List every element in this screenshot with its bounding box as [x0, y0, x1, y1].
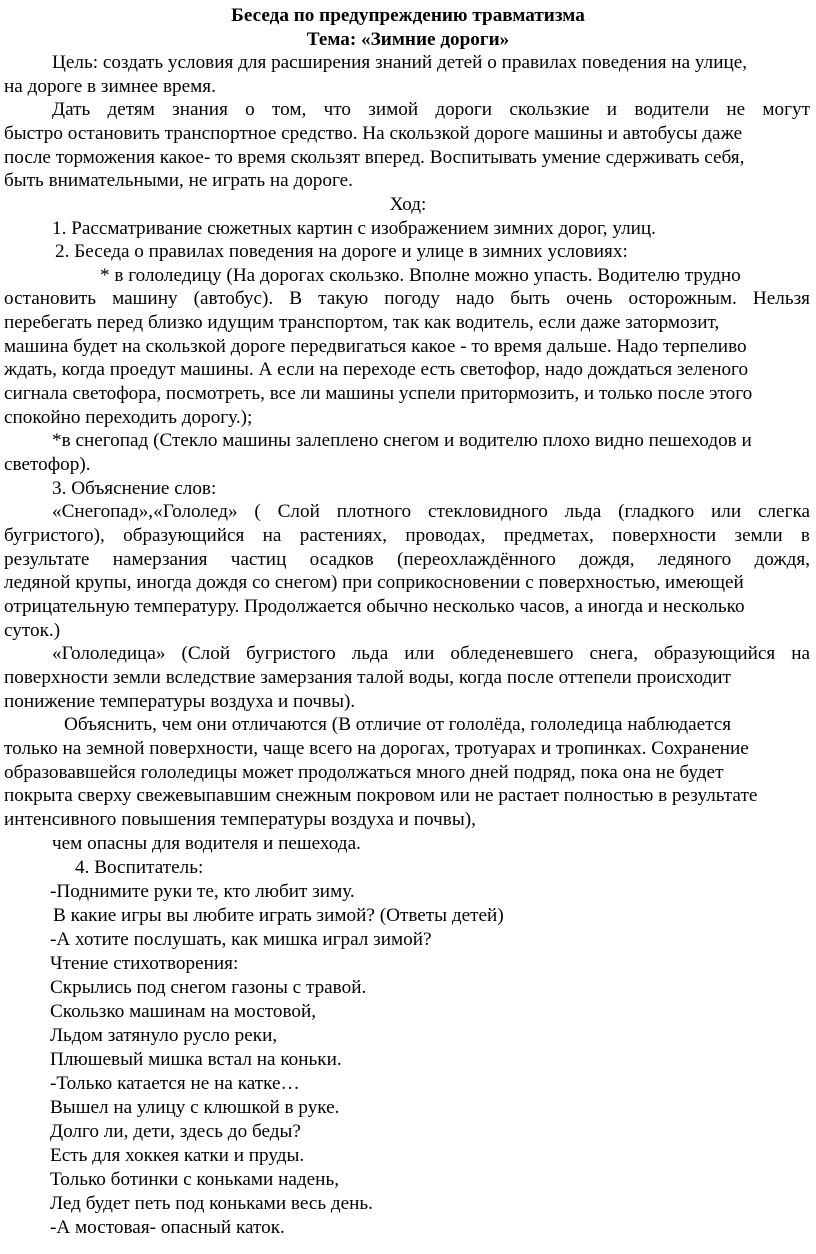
text-line: интенсивного повышения температуры воздуха и почвы),: [4, 809, 476, 830]
text-line: Дать детям знания о том, что зимой дороги скользкие и водители не могут: [52, 99, 810, 120]
text-line: сигнала светофора, посмотреть, все ли машины успели притормозить, и только после этого: [4, 383, 753, 404]
text-line: Чтение стихотворения:: [50, 953, 239, 974]
text-line: -Поднимите руки те, кто любит зиму.: [50, 881, 355, 902]
text-line: 3. Объяснение слов:: [52, 478, 217, 499]
text-line: образовавшейся гололедицы может продолжаться много дней подряд, пока она не будет: [4, 762, 724, 783]
poem-line: -А мостовая- опасный каток.: [50, 1217, 285, 1238]
text-line: светофор).: [4, 454, 91, 475]
text-line: быстро остановить транспортное средство. На скользкой дороге машины и автобусы даже: [4, 123, 743, 144]
text-line: быть внимательными, не играть на дороге.: [4, 170, 353, 191]
text-line: «Снегопад»,«Гололед» ( Слой плотного стекловидного льда (гладкого или слегка: [52, 501, 810, 522]
text-line: поверхности земли вследствие замерзания талой воды, когда после оттепели происходит: [4, 667, 731, 688]
poem-line: Плюшевый мишка встал на коньки.: [50, 1049, 342, 1070]
poem-line: -Только катается не на катке…: [50, 1073, 300, 1094]
text-line: *в снегопад (Стекло машины залеплено снегом и водителю плохо видно пешеходов и: [52, 430, 752, 451]
text-line: отрицательную температуру. Продолжается обычно несколько часов, а иногда и несколько: [4, 596, 745, 617]
text-line: перебегать перед близко идущим транспортом, так как водитель, если даже затормозит,: [4, 312, 720, 333]
text-line: 4. Воспитатель:: [75, 857, 204, 878]
text-line: 1. Рассматривание сюжетных картин с изображением зимних дорог, улиц.: [52, 218, 656, 239]
poem-line: Лед будет петь под коньками весь день.: [50, 1193, 373, 1214]
poem-line: Есть для хоккея катки и пруды.: [50, 1145, 305, 1166]
poem-line: Скользко машинам на мостовой,: [50, 1001, 317, 1022]
poem-line: Только ботинки с коньками надень,: [50, 1169, 339, 1190]
poem-line: Долго ли, дети, здесь до беды?: [50, 1121, 301, 1142]
text-line: машина будет на скользкой дороге передвигаться какое - то время дальше. Надо терпеливо: [4, 336, 747, 357]
document-title: Беседа по предупреждению травматизма: [231, 5, 585, 26]
text-line: «Гололедица» (Слой бугристого льда или обледеневшего снега, образующийся на: [52, 643, 810, 664]
text-line: чем опасны для водителя и пешехода.: [52, 833, 361, 854]
text-line: покрыта сверху свежевыпавшим снежным покровом или не растает полностью в результате: [4, 785, 758, 806]
text-line: результате намерзания частиц осадков (переохлаждённого дождя, ледяного дождя,: [4, 549, 810, 570]
text-line: ледяной крупы, иногда дождя со снегом) при соприкосновении с поверхностью, имеющей: [4, 572, 744, 593]
text-line: Объяснить, чем они отличаются (В отличие от гололёда, гололедица наблюдается: [64, 714, 732, 735]
poem-line: Скрылись под снегом газоны с травой.: [50, 977, 367, 998]
text-line: после торможения какое- то время скользят вперед. Воспитывать умение сдерживать себя,: [4, 147, 745, 168]
text-line: 2. Беседа о правилах поведения на дороге и улице в зимних условиях:: [55, 241, 628, 262]
text-line: * в гололедицу (На дорогах скользко. Вполне можно упасть. Водителю трудно: [100, 265, 741, 286]
text-line: остановить машину (автобус). В такую погоду надо быть очень осторожным. Нельзя: [4, 288, 810, 309]
text-line: только на земной поверхности, чаще всего на дорогах, тротуарах и тропинках. Сохранение: [4, 738, 749, 759]
text-line: ждать, когда проедут машины. А если на переходе есть светофор, надо дождаться зеленого: [4, 359, 749, 380]
poem-line: Льдом затянуло русло реки,: [50, 1025, 278, 1046]
text-line: на дороге в зимнее время.: [4, 76, 216, 97]
section-heading: Ход:: [389, 194, 427, 215]
text-line: бугристого), образующийся на растениях, проводах, предметах, поверхности земли в: [4, 525, 810, 546]
text-line: спокойно переходить дорогу.);: [4, 407, 253, 428]
poem-line: Вышел на улицу с клюшкой в руке.: [50, 1097, 340, 1118]
text-line: понижение температуры воздуха и почвы).: [4, 691, 356, 712]
text-line: суток.): [4, 620, 61, 641]
text-line: В какие игры вы любите играть зимой? (Ответы детей): [53, 905, 504, 926]
text-line: -А хотите послушать, как мишка играл зимой?: [50, 929, 432, 950]
document-topic: Тема: «Зимние дороги»: [306, 29, 510, 50]
text-line: Цель: создать условия для расширения знаний детей о правилах поведения на улице,: [52, 52, 748, 73]
